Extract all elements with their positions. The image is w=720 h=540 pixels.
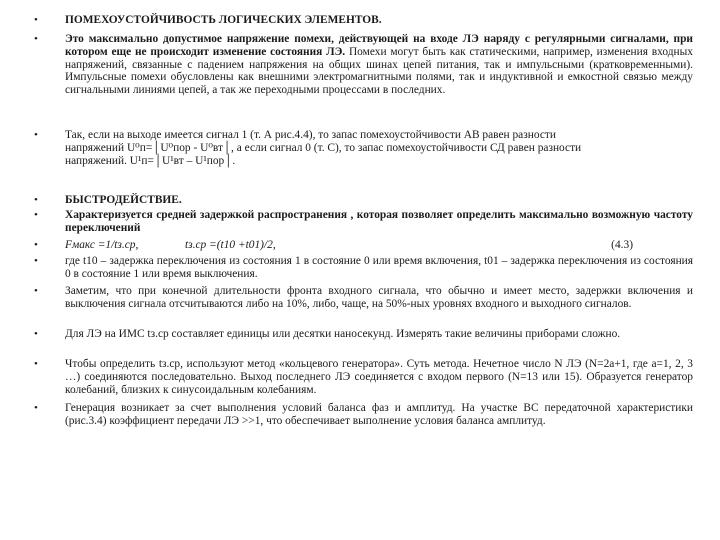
list-item xyxy=(34,328,694,341)
formula-fmax: Fмакс =1/tз.ср, xyxy=(65,239,139,251)
bullet: • xyxy=(34,209,38,221)
generation-condition: Генерация возникает за счет выполнения условий баланса фаз и амплитуд. На участке ВС передаточной характеристики (рис.3.4) коэффициент передачи ЛЭ >>1, что обеспечивает выполнение условия баланса амплитуд. xyxy=(65,402,693,427)
bullet: • xyxy=(34,14,38,26)
bullet: • xyxy=(34,285,38,297)
bullet: • xyxy=(34,402,38,414)
bullet: • xyxy=(34,129,38,141)
bullet: • xyxy=(34,194,38,206)
bullet: • xyxy=(34,239,38,251)
noise-definition xyxy=(65,33,693,97)
noise-definition-bold: Это максимально допустимое напряжение помехи, действующей на входе ЛЭ наряду с регулярными сигналами, при котором еще не происходит изменение состояния ЛЭ. xyxy=(65,33,693,58)
delay-definition: где t10 – задержка переключения из состояния 1 в состояние 0 или время включения, t01 – задержка переключения из состояния 0 в состояние 1 или время выключения. xyxy=(65,255,693,280)
edge-note: Заметим, что при конечной длительности фронта входного сигнала, что обычно и имеет место, задержки включения и выключения сигнала отсчитываются либо на 10%, либо, чаще, на 50%-ных уровнях входного и выходного сигналов. xyxy=(65,285,693,310)
noise-margin-line2: напряжений U⁰п=│U⁰пор - U⁰вт│, а если сигнал 0 (т. С), то запас помехоустойчивости СД равен разности xyxy=(65,141,582,154)
speed-characteristic: Характеризуется средней задержкой распространения , которая позволяет определить максимально возможную частоту переключений xyxy=(65,209,693,234)
noise-definition-rest: Помехи могут быть как статическими, например, изменения входных напряжений, связанные с падением напряжения на общих шинах цепей питания, так и импульсными (кратковременными). Импульсные помехи обусловлены как внешними электромагнитными полями, так и индуктивной и емкостной связью между сигнальными линиями цепей, а так же переходными процессами в последних. xyxy=(65,45,693,97)
noise-margin xyxy=(65,129,693,167)
bullet: • xyxy=(34,255,38,267)
formula-number: (4.3) xyxy=(611,239,633,251)
list-item xyxy=(34,14,694,27)
bullet: • xyxy=(34,328,38,340)
bullet: • xyxy=(34,358,38,370)
noise-margin-line1: Так, если на выходе имеется сигнал 1 (т. А рис.4.4), то запас помехоустойчивости АВ равен разности xyxy=(65,129,556,141)
formula-tzsr: tз.ср =(t10 +t01)/2, xyxy=(185,239,276,251)
list-item xyxy=(34,255,694,281)
heading-speed: БЫСТРОДЕЙСТВИЕ. xyxy=(65,194,182,206)
list-item xyxy=(34,129,694,167)
noise-margin-line3: напряжений. U¹п=│U¹вт – U¹пор│. xyxy=(65,154,236,167)
list-item xyxy=(34,194,694,207)
list-item xyxy=(34,209,694,235)
heading-noise-immunity: ПОМЕХОУСТОЙЧИВОСТЬ ЛОГИЧЕСКИХ ЭЛЕМЕНТОВ. xyxy=(65,14,382,26)
list-item xyxy=(34,285,694,311)
list-item xyxy=(34,239,694,252)
list-item xyxy=(34,402,694,428)
list-item xyxy=(34,358,694,396)
ring-oscillator-method: Чтобы определить tз.ср, используют метод «кольцевого генератора». Суть метода. Нечетное число N ЛЭ (N=2a+1, где a=1, 2, 3 …) соединяются последовательно. Выход последнего ЛЭ соединяется с входом первого (N=13 или 15). Образуется генератор колебаний, близких к синусоидальным колебаниям. xyxy=(65,358,693,396)
list-item xyxy=(34,33,694,97)
formula-4-3 xyxy=(65,239,693,252)
bullet: • xyxy=(34,33,38,45)
ims-note: Для ЛЭ на ИМС tз.ср составляет единицы или десятки наносекунд. Измерять такие величины приборами сложно. xyxy=(65,328,621,340)
